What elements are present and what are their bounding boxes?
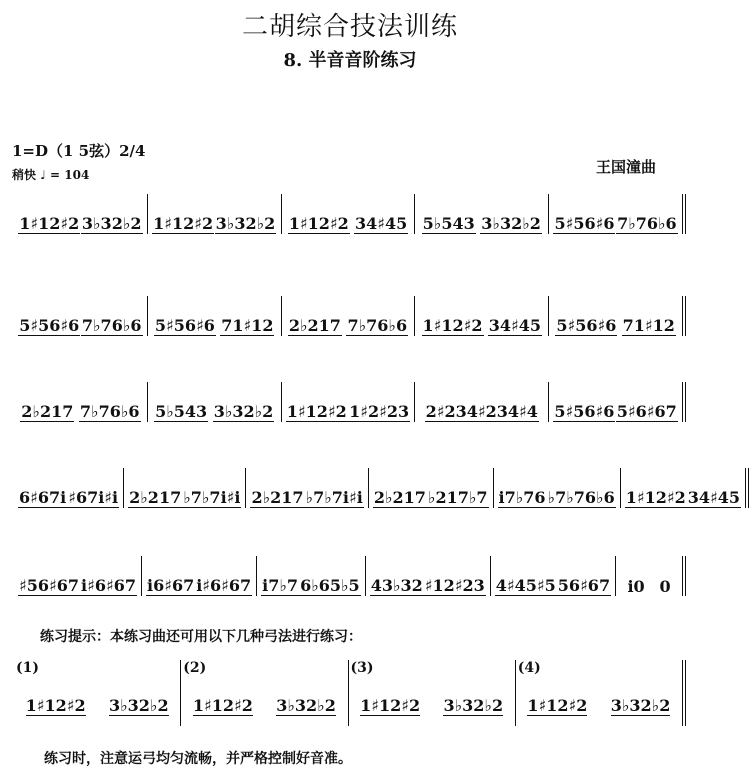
jianpu-notes: 5♯56♯6 <box>154 316 215 335</box>
bowing-pattern <box>181 660 348 726</box>
jianpu-notes: 6♭65♭5 <box>300 576 360 595</box>
jianpu-notes: i♯6♯67 <box>81 576 136 595</box>
note-group <box>625 478 687 508</box>
note-group <box>18 478 67 508</box>
note-group <box>20 392 74 422</box>
score-row <box>14 468 741 508</box>
jianpu-notes: i6♯67 <box>146 576 195 595</box>
note-group <box>79 392 141 422</box>
bowing-notes <box>516 696 682 716</box>
note-group <box>195 566 252 596</box>
jianpu-notes: ♭7♭7i♯i <box>305 488 363 507</box>
jianpu-notes: ♭7♭7i♯i <box>183 488 241 507</box>
note-group <box>495 566 557 596</box>
jianpu-notes: 1♯12♯2 <box>625 488 686 507</box>
measure <box>616 556 686 596</box>
jianpu-notes: 5♭543 <box>422 214 475 233</box>
jianpu-notes: 2♭217 <box>251 488 304 507</box>
measure <box>14 468 124 508</box>
jianpu-notes: 5♯56♯6 <box>554 402 615 421</box>
jianpu-notes: 2♯234♯234♯4 <box>425 402 538 421</box>
practice-tip: 练习提示：本练习曲还可用以下几种弓法进行练习： <box>40 629 362 645</box>
note-group <box>81 306 143 336</box>
bowing-pattern <box>349 660 516 726</box>
score-row <box>14 296 686 336</box>
composer-credit: 王国潼曲 <box>596 158 657 176</box>
measure <box>148 194 282 234</box>
jianpu-notes: 43♭32 <box>370 576 423 595</box>
bowing-note-group: 3♭32♭2 <box>443 696 504 715</box>
measure <box>148 296 282 336</box>
note-group <box>261 566 299 596</box>
jianpu-notes: 1♯12♯2 <box>286 402 347 421</box>
jianpu-notes: 1♯2♯23 <box>349 402 410 421</box>
measure <box>369 468 494 508</box>
measure <box>14 556 142 596</box>
note-group <box>213 392 275 422</box>
bowing-note-group: 1♯12♯2 <box>527 696 588 715</box>
jianpu-notes: ♭217♭7 <box>427 488 488 507</box>
note-group <box>128 478 182 508</box>
bowing-note-group: 3♭32♭2 <box>610 696 671 715</box>
jianpu-notes: 5♯6♯67 <box>616 402 677 421</box>
measure <box>621 468 749 508</box>
note-group <box>18 306 80 336</box>
note-group <box>288 306 342 336</box>
bowing-examples <box>14 660 686 726</box>
jianpu-notes: 3♭32♭2 <box>81 214 142 233</box>
measure <box>14 382 148 422</box>
bowing-note-group: 3♭32♭2 <box>108 696 169 715</box>
note-group <box>422 306 484 336</box>
jianpu-notes: 5♯56♯6 <box>19 316 80 335</box>
bowing-note-group: 3♭32♭2 <box>276 696 336 715</box>
jianpu-notes: 5♯56♯6 <box>554 214 615 233</box>
measure <box>246 468 368 508</box>
note-group <box>373 478 427 508</box>
note-group <box>547 478 616 508</box>
note-group <box>286 392 348 422</box>
bowing-number: (2) <box>183 660 207 676</box>
note-group <box>553 204 615 234</box>
measure <box>366 556 491 596</box>
note-group <box>616 392 678 422</box>
note-group <box>616 204 678 234</box>
measure <box>14 296 148 336</box>
measure <box>415 296 549 336</box>
bowing-notes <box>14 696 180 716</box>
note-group <box>658 567 671 596</box>
bowing-notes <box>181 696 347 716</box>
note-group <box>182 478 241 508</box>
jianpu-notes: 4♯45♯5 <box>495 576 556 595</box>
note-group <box>626 567 645 596</box>
measure <box>142 556 257 596</box>
jianpu-notes: i0 <box>627 577 645 596</box>
bowing-number: (4) <box>517 660 541 676</box>
note-group <box>370 566 424 596</box>
note-group <box>67 478 119 508</box>
measure <box>494 468 621 508</box>
jianpu-notes: 34♯45 <box>488 316 542 335</box>
bowing-note-group: 1♯12♯2 <box>25 696 86 715</box>
bowing-pattern <box>516 660 686 726</box>
bowing-note-group: 1♯12♯2 <box>360 696 421 715</box>
measure <box>14 194 148 234</box>
note-group <box>154 392 208 422</box>
note-group <box>422 204 476 234</box>
bowing-number: (3) <box>350 660 374 676</box>
measure <box>124 468 246 508</box>
bowing-number: (1) <box>16 660 39 676</box>
measure <box>549 382 686 422</box>
note-group <box>555 306 617 336</box>
jianpu-notes: 3♭32♭2 <box>215 214 276 233</box>
note-group <box>425 392 539 422</box>
measure <box>415 382 549 422</box>
score-row <box>14 194 686 234</box>
note-group <box>215 204 277 234</box>
jianpu-notes: 71♯12 <box>622 316 675 335</box>
note-group <box>553 392 615 422</box>
score-row <box>14 382 686 422</box>
score-subtitle: 8. 半音音阶练习 <box>283 50 417 71</box>
measure <box>415 194 549 234</box>
jianpu-notes: 0 <box>659 577 671 596</box>
note-group <box>348 392 410 422</box>
jianpu-notes: 2♭217 <box>373 488 426 507</box>
note-group <box>557 566 611 596</box>
jianpu-notes: 7♭76♭6 <box>81 316 142 335</box>
jianpu-notes: 34♯45 <box>354 214 408 233</box>
jianpu-notes: i7♭76 <box>498 488 546 507</box>
jianpu-notes: 56♯67 <box>557 576 611 595</box>
note-group <box>498 478 547 508</box>
jianpu-notes: i7♭7 <box>262 576 299 595</box>
note-group <box>146 566 195 596</box>
note-group <box>80 566 137 596</box>
note-group <box>346 306 408 336</box>
jianpu-notes: 7♭76♭6 <box>79 402 140 421</box>
measure <box>282 382 416 422</box>
measure <box>549 296 686 336</box>
jianpu-notes: 34♯45 <box>687 488 741 507</box>
measure <box>282 194 416 234</box>
note-group <box>622 306 676 336</box>
note-group <box>427 478 489 508</box>
measure <box>549 194 686 234</box>
note-group <box>81 204 143 234</box>
jianpu-notes: i♯6♯67 <box>196 576 252 595</box>
note-group <box>354 204 408 234</box>
jianpu-notes: 6♯67i <box>19 488 67 507</box>
note-group <box>299 566 361 596</box>
jianpu-notes: 71♯12 <box>221 316 274 335</box>
jianpu-notes: 7♭76♭6 <box>347 316 408 335</box>
note-group <box>687 478 741 508</box>
jianpu-notes: 1♯12♯2 <box>153 214 214 233</box>
measure <box>257 556 366 596</box>
bowing-note-group: 1♯12♯2 <box>192 696 253 715</box>
note-group <box>154 306 216 336</box>
jianpu-notes: ♯56♯67 <box>19 576 80 595</box>
jianpu-notes: 5♯56♯6 <box>556 316 617 335</box>
note-group <box>18 566 80 596</box>
jianpu-notes: 7♭76♭6 <box>617 214 677 233</box>
key-signature: 1=D（1 5弦）2/4 <box>12 142 146 160</box>
jianpu-notes: 5♭543 <box>155 402 208 421</box>
jianpu-notes: 3♭32♭2 <box>481 214 541 233</box>
jianpu-notes: 1♯12♯2 <box>422 316 483 335</box>
bowing-pattern <box>14 660 181 726</box>
note-group <box>152 204 214 234</box>
jianpu-notes: 1♯12♯2 <box>288 214 349 233</box>
score-row <box>14 556 686 596</box>
jianpu-notes: 2♭217 <box>129 488 182 507</box>
jianpu-notes: ♯12♯23 <box>424 576 485 595</box>
bowing-notes <box>349 696 515 716</box>
note-group <box>424 566 486 596</box>
note-group <box>488 306 542 336</box>
note-group <box>18 204 80 234</box>
measure <box>491 556 616 596</box>
jianpu-notes: ♭7♭76♭6 <box>547 488 615 507</box>
note-group <box>305 478 364 508</box>
note-group <box>250 478 304 508</box>
score-title: 二胡综合技法训练 <box>241 12 458 42</box>
jianpu-notes: 2♭217 <box>288 316 341 335</box>
note-group <box>480 204 542 234</box>
jianpu-notes: ♯67i♯i <box>68 488 119 507</box>
jianpu-notes: 1♯12♯2 <box>19 214 80 233</box>
tempo-marking: 稍快 ♩ = 104 <box>12 168 90 182</box>
note-group <box>288 204 350 234</box>
jianpu-notes: 2♭217 <box>21 402 74 421</box>
measure <box>148 382 282 422</box>
measure <box>282 296 416 336</box>
note-group <box>220 306 274 336</box>
jianpu-notes: 3♭32♭2 <box>213 402 274 421</box>
practice-advice: 练习时，注意运弓均匀流畅，并严格控制好音准。 <box>44 751 352 767</box>
